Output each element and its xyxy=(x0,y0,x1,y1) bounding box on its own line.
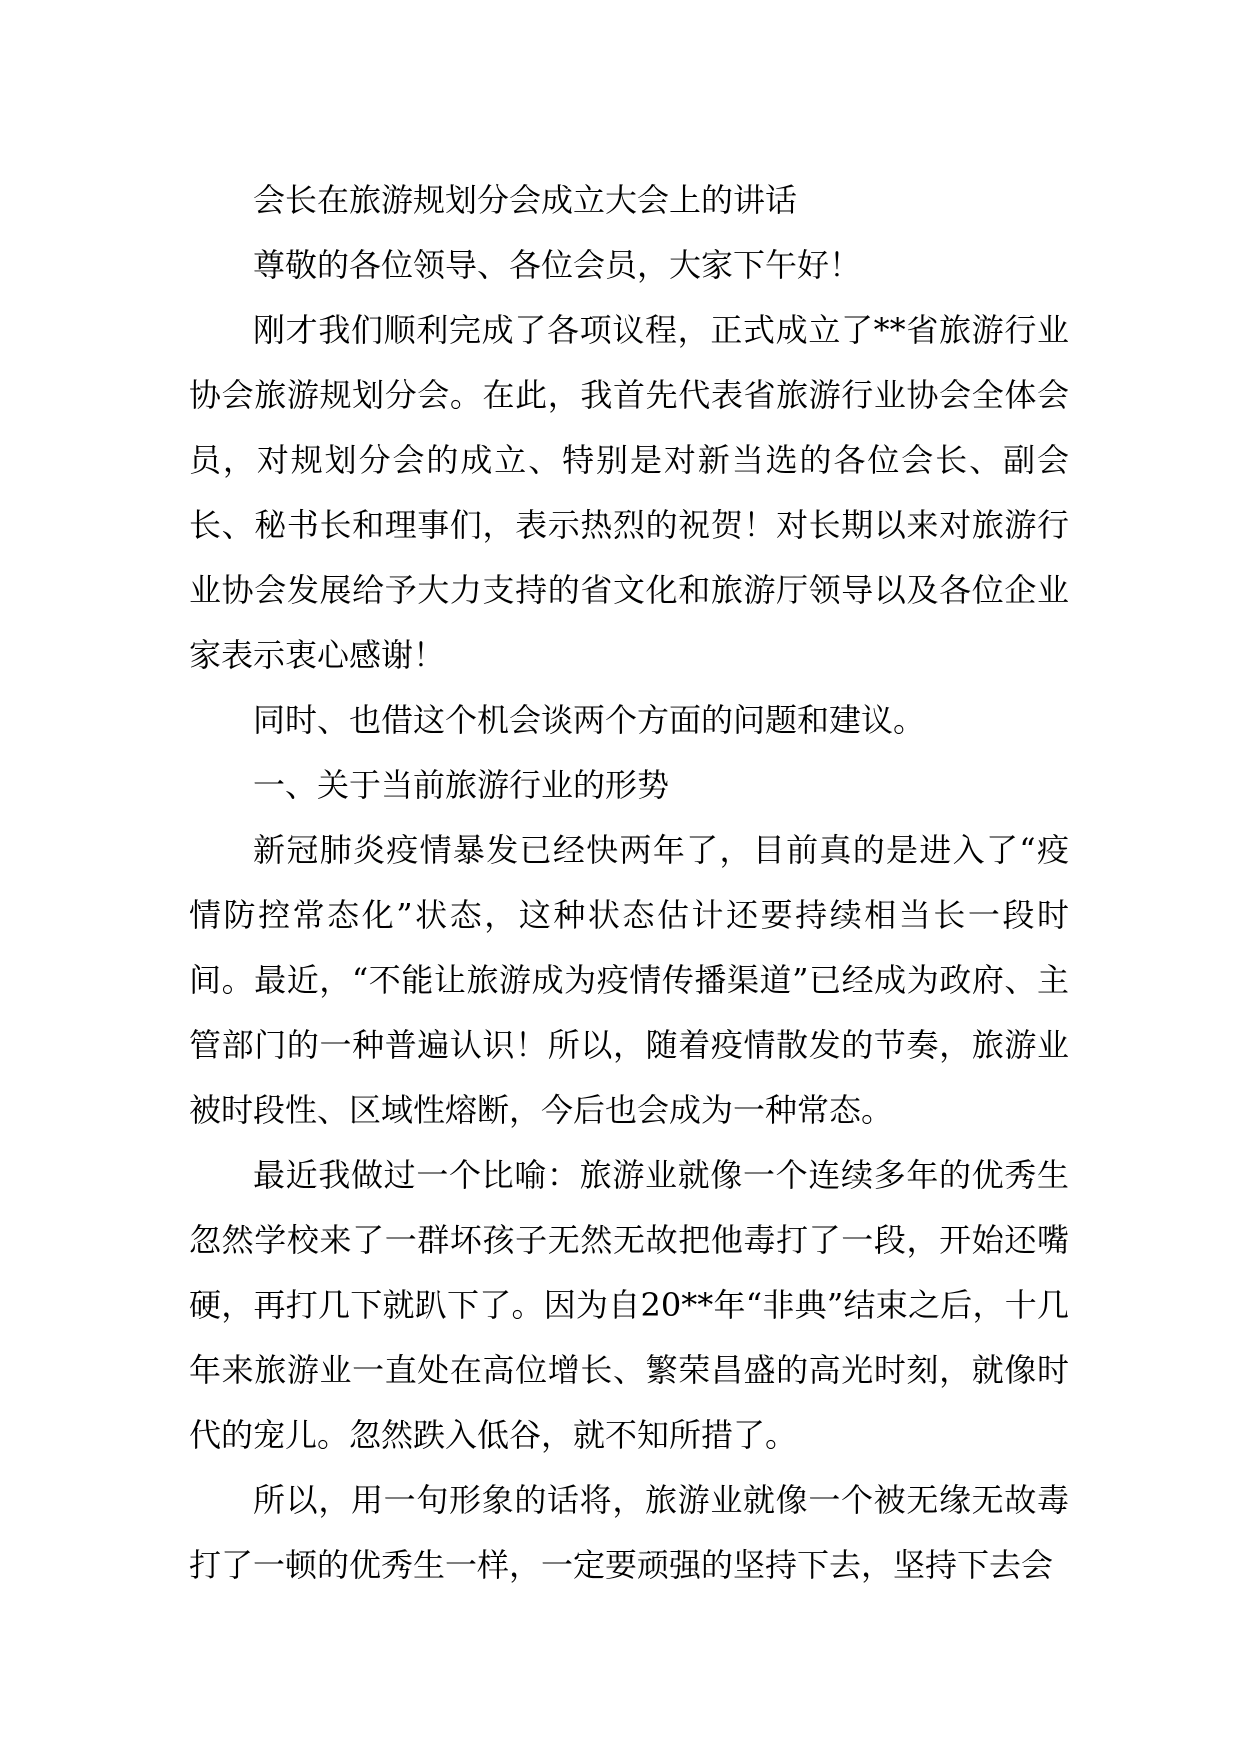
paragraph-opening: 刚才我们顺利完成了各项议程，正式成立了**省旅游行业协会旅游规划分会。在此，我首先代表省旅游行业协会全体会员，对规划分会的成立、特别是对新当选的各位会长、副会长、秘书长和理事们，表示热烈的祝贺！对长期以来对旅游行业协会发展给予大力支持的省文化和旅游厅领导以及各位企业家表示衷心感谢！ xyxy=(189,311,1069,674)
section-heading-1: 一、关于当前旅游行业的形势 xyxy=(253,766,670,804)
paragraph-metaphor: 最近我做过一个比喻：旅游业就像一个连续多年的优秀生忽然学校来了一群坏孩子无然无故把他毒打了一段，开始还嘴硬，再打几下就趴下了。因为自20**年“非典”结束之后，十几年来旅游业一直处在高位增长、繁荣昌盛的高光时刻，就像时代的宠儿。忽然跌入低谷，就不知所措了。 xyxy=(189,1156,1069,1454)
paragraph-intro: 同时、也借这个机会谈两个方面的问题和建议。 xyxy=(253,701,926,739)
document-title: 会长在旅游规划分会成立大会上的讲话 xyxy=(253,181,798,219)
paragraph-situation: 新冠肺炎疫情暴发已经快两年了，目前真的是进入了“疫情防控常态化”状态，这种状态估计还要持续相当长一段时间。最近，“不能让旅游成为疫情传播渠道”已经成为政府、主管部门的一种普遍认识！所以，随着疫情散发的节奏，旅游业被时段性、区域性熔断，今后也会成为一种常态。 xyxy=(189,831,1069,1129)
document-body xyxy=(189,168,1069,1598)
paragraph-greeting: 尊敬的各位领导、各位会员，大家下午好！ xyxy=(253,246,862,284)
paragraph-conclusion: 所以，用一句形象的话将，旅游业就像一个被无缘无故毒打了一顿的优秀生一样，一定要顽强的坚持下去，坚持下去会 xyxy=(189,1481,1069,1584)
